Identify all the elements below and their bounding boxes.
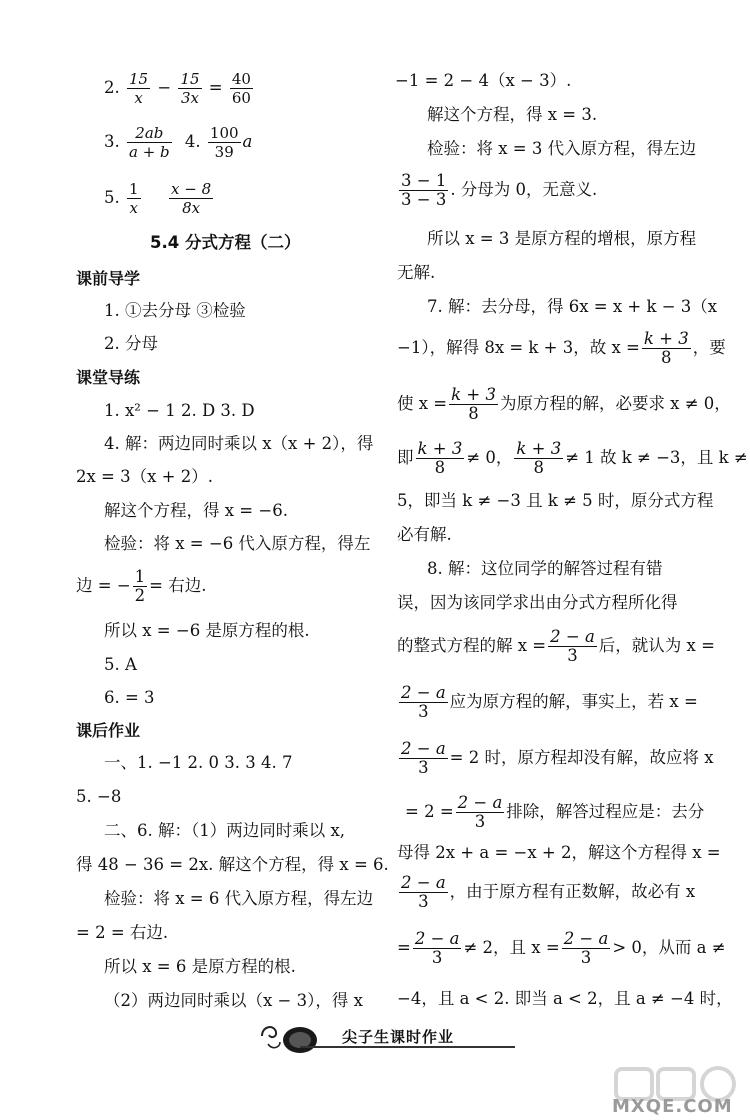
text-line: 6. = 3 xyxy=(104,688,155,707)
text-line-fraction: = 2 = $\frac{2 - a}{3}$ 排除，解答过程应是：去分 xyxy=(405,793,705,831)
text-line: 二、6. 解：（1）两边同时乘以 x, xyxy=(104,821,346,840)
fraction: $\frac{3 - 1}{3 - 3}$ xyxy=(401,171,447,209)
heading-classwork: 课堂导练 xyxy=(76,368,141,387)
fraction: $\frac{15}{3x}$ xyxy=(180,70,200,107)
fraction: $\frac{2 - a}{3}$ xyxy=(401,683,446,721)
text-line-fraction: 使 x = $\frac{k + 3}{8}$ 为原方程的解，必要求 x ≠ 0， xyxy=(397,385,731,423)
watermark-site: MXQE.COM xyxy=(612,1096,733,1117)
answer-line-5: 5. $\frac{1}{x}$ $\frac{x - 8}{8x}$ xyxy=(104,180,212,217)
text-line: 所以 x = 6 是原方程的根. xyxy=(104,957,296,976)
text-line: 解这个方程，得 x = −6. xyxy=(104,501,288,520)
fraction: $\frac{100}{39}$ xyxy=(209,124,239,161)
fraction: $\frac{2 - a}{3}$ xyxy=(401,739,446,777)
text-line: 解这个方程，得 x = 3. xyxy=(427,105,598,124)
text-line: 4. 解：两边同时乘以 x（x + 2），得 xyxy=(104,434,374,453)
fraction: $\frac{1}{2}$ xyxy=(134,567,146,605)
text-line: 2x = 3（x + 2）. xyxy=(76,467,213,486)
fraction: $\frac{2 - a}{3}$ xyxy=(457,793,503,831)
text-line: 一、1. −1 2. 0 3. 3 4. 7 xyxy=(104,753,293,772)
fraction: $\frac{x - 8}{8x}$ xyxy=(171,180,212,217)
fraction: $\frac{2ab}{a + b}$ xyxy=(129,124,170,161)
answer-line-3-4: 3. $\frac{2ab}{a + b}$ 4. $\frac{100}{39}$ a xyxy=(104,124,253,161)
text-line-fraction: = $\frac{2 - a}{3}$ ≠ 2，且 x = $\frac{2 - a}{3}$ > 0，从而 a ≠ xyxy=(397,929,726,967)
text-line-fraction: $\frac{2 - a}{3}$ ，由于原方程有正数解，故必有 x xyxy=(401,873,696,911)
fraction: $\frac{15}{x}$ xyxy=(129,70,149,107)
text-line-fraction: −1），解得 8x = k + 3，故 x = $\frac{k + 3}{8}$ ，要 xyxy=(397,329,726,367)
fraction: $\frac{2 - a}{3}$ xyxy=(401,873,446,911)
text-line: 所以 x = 3 是原方程的增根，原方程 xyxy=(427,229,697,248)
text-line: 5. A xyxy=(104,655,137,674)
footer-title: 尖子生课时作业 xyxy=(342,1028,455,1046)
text-line-fraction: $\frac{2 - a}{3}$ 应为原方程的解，事实上，若 x = xyxy=(401,683,698,721)
text-line-fraction: 的整式方程的解 x = $\frac{2 - a}{3}$ 后，就认为 x = xyxy=(397,627,715,665)
fraction: $\frac{k + 3}{8}$ xyxy=(451,385,496,423)
text-line: 7. 解：去分母，得 6x = x + k − 3（x xyxy=(427,297,718,316)
text-line-fraction: 即 $\frac{k + 3}{8}$ ≠ 0， $\frac{k + 3}{8}$ ≠ 1 故 k ≠ −3，且 k ≠ xyxy=(397,439,748,477)
text-line: 母得 2x + a = −x + 2，解这个方程得 x = xyxy=(397,843,721,862)
text-line: −1 = 2 − 4（x − 3）. xyxy=(395,71,572,90)
text-line: 检验：将 x = 3 代入原方程，得左边 xyxy=(427,139,697,158)
heading-homework: 课后作业 xyxy=(76,721,141,740)
text-line: = 2 = 右边. xyxy=(76,923,169,942)
fraction: $\frac{1}{x}$ xyxy=(129,180,139,217)
text-line: 2. 分母 xyxy=(104,334,158,353)
fraction: $\frac{k + 3}{8}$ xyxy=(417,439,463,477)
text-line-fraction: 边 = − $\frac{1}{2}$ = 右边. xyxy=(76,567,207,605)
text-line: 无解. xyxy=(397,263,436,282)
heading-prestudy: 课前导学 xyxy=(76,269,141,288)
text-line: 必有解. xyxy=(397,525,452,544)
footer-ornament-icon xyxy=(258,1014,320,1058)
text-line: −4，且 a < 2. 即当 a < 2，且 a ≠ −4 时， xyxy=(397,989,733,1008)
text-line-fraction: $\frac{2 - a}{3}$ = 2 时，原方程却没有解，故应将 x xyxy=(401,739,714,777)
text-line: 检验：将 x = −6 代入原方程，得左 xyxy=(104,534,371,553)
text-line: 8. 解：这位同学的解答过程有错 xyxy=(427,559,663,578)
fraction: $\frac{2 - a}{3}$ xyxy=(563,929,609,967)
answer-line-2: 2. $\frac{15}{x}$ − $\frac{15}{3x}$ = $\frac{40}{60}$ xyxy=(104,70,251,107)
fraction: $\frac{k + 3}{8}$ xyxy=(516,439,562,477)
text-line: 所以 x = −6 是原方程的根. xyxy=(104,621,310,640)
text-line-fraction: $\frac{3 - 1}{3 - 3}$ . 分母为 0，无意义. xyxy=(401,171,598,209)
fraction: $\frac{k + 3}{8}$ xyxy=(643,329,689,367)
fraction: $\frac{40}{60}$ xyxy=(231,70,251,107)
text-line: 得 48 − 36 = 2x. 解这个方程，得 x = 6. xyxy=(76,855,389,874)
text-line: 5. −8 xyxy=(76,787,122,806)
text-line: 检验：将 x = 6 代入原方程，得左边 xyxy=(104,889,374,908)
item-number: 2. xyxy=(104,78,120,97)
text-line: （2）两边同时乘以（x − 3），得 x xyxy=(104,991,363,1010)
text-line: 1. x² − 1 2. D 3. D xyxy=(104,401,255,420)
fraction: $\frac{2 - a}{3}$ xyxy=(550,627,595,665)
text-line: 误，因为该同学求出由分式方程所化得 xyxy=(397,593,678,612)
text-line: 5，即当 k ≠ −3 且 k ≠ 5 时，原分式方程 xyxy=(397,491,714,510)
fraction: $\frac{2 - a}{3}$ xyxy=(414,929,460,967)
text-line: 1. ①去分母 ③检验 xyxy=(104,301,246,320)
section-title: 5.4 分式方程（二） xyxy=(150,233,301,252)
